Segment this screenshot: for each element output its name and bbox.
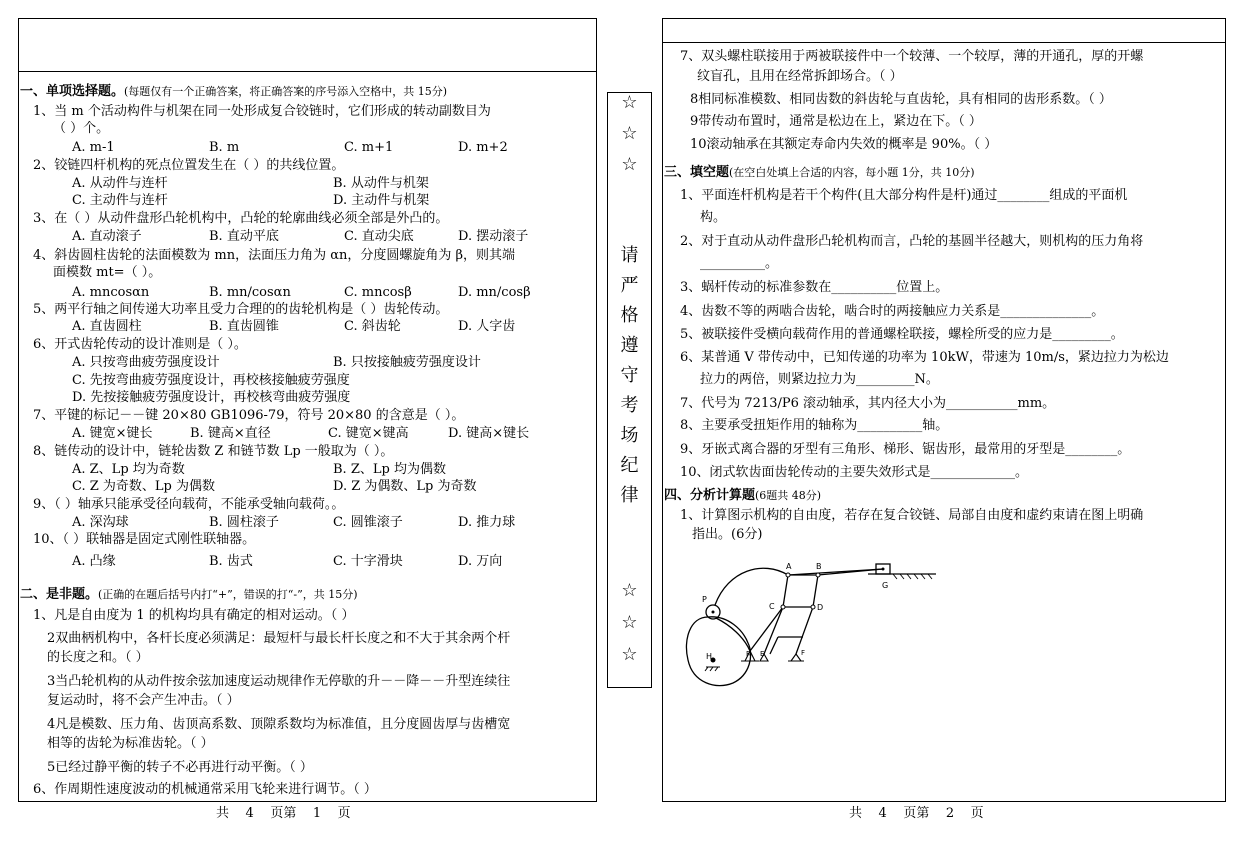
fill-9: 9、牙嵌式离合器的牙型有三角形、梯形、锯齿形，最常用的牙型是________。 (680, 442, 1131, 457)
option-a: A. Z、Lp 均为奇数 (72, 462, 185, 477)
label-b: B (816, 562, 822, 571)
joint-a (786, 573, 790, 577)
label-f: F (801, 649, 806, 657)
label-d: D (817, 603, 824, 612)
option-d: D. 人字齿 (458, 319, 516, 334)
calc-1-cont: 指出。(6分) (692, 527, 763, 542)
option-a: A. 从动件与连杆 (72, 176, 168, 191)
fill-6-cont: 拉力的两倍，则紧边拉力为_________N。 (700, 372, 939, 387)
banner-char: 考 (620, 395, 639, 416)
option-c: C. 十字滑块 (333, 554, 403, 569)
option-c: C. Z 为奇数、Lp 为偶数 (72, 479, 216, 494)
page-2-header-divider (662, 42, 1225, 43)
judge-6: 6、作周期性速度波动的机械通常采用飞轮来进行调节。（ ） (33, 782, 377, 797)
label-r: R (746, 650, 751, 658)
judge-10: 10滚动轴承在其额定寿命内失效的概率是 90%。（ ） (690, 137, 998, 152)
cam-profile (686, 617, 750, 686)
fill-8: 8、主要承受扭矩作用的轴称为__________轴。 (680, 418, 949, 433)
banner-char: 律 (620, 485, 639, 506)
star-icon: ☆ (621, 612, 638, 633)
option-b: B. 只按接触疲劳强度设计 (333, 355, 481, 370)
fill-7: 7、代号为 7213/P6 滚动轴承，其内径大小为___________mm。 (680, 396, 1056, 411)
option-d: D. 万向 (458, 554, 503, 569)
label-e: E (760, 650, 765, 658)
banner-char: 遵 (620, 335, 639, 356)
option-a: A. 直齿圆柱 (72, 319, 142, 334)
option-d: D. 摆动滚子 (458, 229, 529, 244)
banner-char: 守 (620, 365, 639, 386)
option-c: C. 直动尖底 (344, 229, 414, 244)
star-icon: ☆ (621, 580, 638, 601)
option-a: A. 直动滚子 (72, 229, 142, 244)
banner-char: 纪 (620, 455, 639, 476)
question-1-4-cont: 面模数 mt=（ ）。 (53, 265, 162, 280)
page-1-header-divider (18, 71, 596, 72)
option-d: D. 键高×键长 (448, 426, 530, 441)
star-icon: ☆ (621, 123, 638, 144)
fill-10: 10、闭式软齿面齿轮传动的主要失效形式是_____________。 (680, 465, 1029, 480)
option-c: C. mncosβ (344, 285, 412, 300)
calc-1: 1、计算图示机构的自由度，若存在复合铰链、局部自由度和虚约束请在图上明确 (680, 508, 1144, 523)
option-c: C. 键宽×键高 (328, 426, 409, 441)
judge-4-cont: 相等的齿轮为标准齿轮。（ ） (47, 736, 214, 751)
option-b: B. 从动件与机架 (333, 176, 429, 191)
joint-b (816, 573, 820, 577)
exam-discipline-banner (607, 92, 652, 688)
label-p: P (702, 595, 707, 604)
question-1-9: 9、（ ）轴承只能承受径向载荷，不能承受轴向载荷。。 (33, 497, 345, 512)
judge-4: 4凡是模数、压力角、齿顶高系数、顶隙系数均为标准值，且分度圆齿厚与齿槽宽 (47, 717, 511, 732)
judge-7: 7、双头螺柱联接用于两被联接件中一个较薄、一个较厚，薄的开通孔，厚的开螺 (680, 49, 1144, 64)
option-b: B. Z、Lp 均为偶数 (333, 462, 446, 477)
option-d: D. 主动件与机架 (333, 193, 430, 208)
option-a: A. 键宽×键长 (72, 426, 153, 441)
option-a: A. 只按弯曲疲劳强度设计 (72, 355, 220, 370)
section-2-heading: 二、是非题。(正确的在题后括号内打“+”，错误的打“-”，共 15分) (20, 587, 358, 602)
judge-5: 5已经过静平衡的转子不必再进行动平衡。（ ） (47, 760, 313, 775)
option-c: C. 圆锥滚子 (333, 515, 403, 530)
banner-char: 严 (620, 275, 639, 296)
star-icon: ☆ (621, 154, 638, 175)
section-4-heading: 四、分析计算题(6题共 48分) (664, 488, 822, 503)
option-b: B. m (209, 140, 240, 155)
fill-2: 2、对于直动从动件盘形凸轮机构而言，凸轮的基圆半径越大，则机构的压力角将 (680, 234, 1144, 249)
link-ac (783, 575, 788, 607)
banner-char: 场 (620, 425, 639, 446)
fill-6: 6、某普通 V 带传动中，已知传递的功率为 10kW，带速为 10m/s，紧边拉力为松边 (680, 350, 1169, 365)
ground-guide (893, 574, 932, 579)
option-a: A. mncosαn (72, 285, 150, 300)
option-c: C. m+1 (344, 140, 394, 155)
option-b: B. 直齿圆锥 (209, 319, 279, 334)
fill-1: 1、平面连杆机构是若干个构件(且大部分构件是杆)通过________组成的平面机 (680, 188, 1128, 203)
judge-3-cont: 复运动时，将不会产生冲击。（ ） (47, 693, 240, 708)
link-df (796, 607, 813, 654)
option-b: B. 圆柱滚子 (209, 515, 279, 530)
link-cr (750, 607, 783, 651)
page-2-footer: 共 4 页第 2 页 (849, 806, 984, 821)
question-1-5: 5、两平行轴之间传递大功率且受力合理的的齿轮机构是（ ）齿轮传动。 (33, 302, 449, 317)
option-b: B. mn/cosαn (209, 285, 291, 300)
joint-p (712, 611, 715, 614)
question-1-3: 3、在（ ）从动件盘形凸轮机构中，凸轮的轮廓曲线必须全部是外凸的。 (33, 211, 449, 226)
option-a: A. 凸缘 (72, 554, 116, 569)
question-1-7: 7、平键的标记－－键 20×80 GB1096-79，符号 20×80 的含意是（ ）。 (33, 408, 465, 423)
judge-2-cont: 的长度之和。（ ） (47, 650, 149, 665)
fill-2-cont: __________。 (700, 256, 779, 271)
banner-char: 格 (620, 305, 639, 326)
question-1-10: 10、（ ）联轴器是固定式刚性联轴器。 (33, 532, 256, 547)
judge-8: 8相同标准模数、相同齿数的斜齿轮与直齿轮，具有相同的齿形系数。（ ） (690, 92, 1112, 107)
section-1-heading: 一、单项选择题。(每题仅有一个正确答案，将正确答案的序号添入空格中，共 15分) (20, 84, 448, 99)
option-a: A. m-1 (72, 140, 115, 155)
label-c: C (769, 602, 775, 611)
question-1-6: 6、开式齿轮传动的设计准则是（ ）。 (33, 337, 247, 352)
label-g: G (882, 581, 889, 590)
ground-h (705, 667, 720, 671)
judge-1: 1、凡是自由度为 1 的机构均具有确定的相对运动。（ ） (33, 608, 355, 623)
star-icon: ☆ (621, 92, 638, 113)
label-h: H (706, 652, 713, 661)
question-1-1-cont: （ ）个。 (53, 121, 110, 136)
option-a: A. 深沟球 (72, 515, 129, 530)
mechanism-diagram (678, 555, 948, 695)
option-b: B. 直动平底 (209, 229, 279, 244)
joint-d (811, 605, 815, 609)
option-c: C. 先按弯曲疲劳强度设计，再校核接触疲劳强度 (72, 373, 350, 388)
page-1-footer: 共 4 页第 1 页 (216, 806, 351, 821)
option-d: D. 推力球 (458, 515, 516, 530)
judge-7-cont: 纹盲孔，且用在经常拆卸场合。（ ） (697, 69, 903, 84)
option-d: D. mn/cosβ (458, 285, 531, 300)
banner-char: 请 (620, 245, 639, 266)
fill-1-cont: 构。 (700, 210, 727, 225)
option-b: B. 齿式 (209, 554, 253, 569)
fill-5: 5、被联接件受横向载荷作用的普通螺栓联接，螺栓所受的应力是_________。 (680, 327, 1124, 342)
option-d: D. 先按接触疲劳强度设计，再校核弯曲疲劳强度 (72, 390, 351, 405)
star-icon: ☆ (621, 644, 638, 665)
joint-g (882, 568, 885, 571)
judge-9: 9带传动布置时，通常是松边在上，紧边在下。（ ） (690, 114, 982, 129)
option-d: D. Z 为偶数、Lp 为奇数 (333, 479, 477, 494)
judge-2: 2双曲柄机构中，各杆长度必须满足：最短杆与最长杆长度之和不大于其余两个杆 (47, 631, 511, 646)
arm-pr (716, 618, 750, 651)
link-pa (715, 568, 788, 605)
question-1-8: 8、链传动的设计中，链轮齿数 Z 和链节数 Lp 一般取为（ ）。 (33, 444, 394, 459)
fill-3: 3、蜗杆传动的标准参数在__________位置上。 (680, 280, 949, 295)
question-1-1: 1、当 m 个活动构件与机架在同一处形成复合铰链时，它们形成的转动副数目为 (33, 104, 491, 119)
option-c: C. 斜齿轮 (344, 319, 401, 334)
label-a: A (786, 562, 792, 571)
fill-4: 4、齿数不等的两啮合齿轮，啮合时的两接触应力关系是______________。 (680, 304, 1105, 319)
joint-c (781, 605, 785, 609)
question-1-4: 4、斜齿圆柱齿轮的法面模数为 mn，法面压力角为 αn，分度圆螺旋角为 β，则其端 (33, 248, 516, 263)
question-1-2: 2、铰链四杆机构的死点位置发生在（ ）的共线位置。 (33, 158, 345, 173)
judge-3: 3当凸轮机构的从动件按余弦加速度运动规律作无停歇的升－－降－－升型连续往 (47, 674, 511, 689)
option-c: C. 主动件与连杆 (72, 193, 168, 208)
link-ac-mid (770, 637, 778, 654)
option-b: B. 键高×直径 (190, 426, 271, 441)
section-3-heading: 三、填空题(在空白处填上合适的内容，每小题 1分，共 10分) (664, 165, 975, 180)
option-d: D. m+2 (458, 140, 508, 155)
